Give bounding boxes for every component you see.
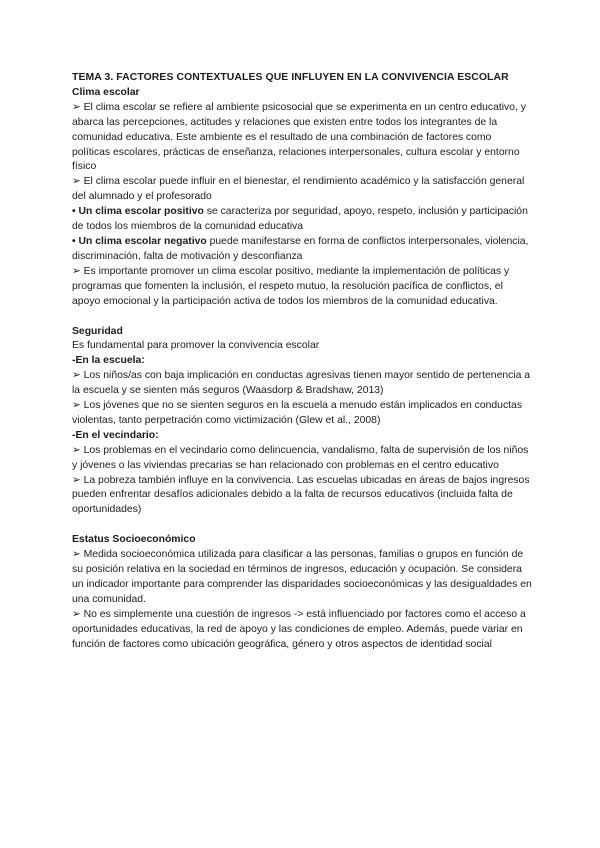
section-heading-estatus: Estatus Socioeconómico — [72, 534, 196, 546]
clima-paragraph-1: ➢ El clima escolar se refiere al ambiente psicosocial que se experimenta en un centro educativo, y abarca las percepciones, actitudes y relaciones que existen entre todos los integrantes de la comunidad educativa. Este ambiente es el resultado de una combinación de factores como políticas escolares, prácticas de enseñanza, relaciones interpersonales, cultura escolar y entorno físico — [72, 101, 527, 173]
clima-bullet-negativo — [72, 235, 532, 265]
seguridad-subheading-vecindario: -En el vecindario: — [72, 429, 159, 441]
clima-bullet-negativo-label: • Un clima escolar negativo — [72, 235, 207, 247]
spacer — [72, 518, 532, 533]
clima-bullet-positivo — [72, 205, 532, 235]
seguridad-paragraph-1: ➢ Los niños/as con baja implicación en conductas agresivas tienen mayor sentido de pertenencia a la escuela y se sienten más seguros (Waasdorp & Bradshaw, 2013) — [72, 370, 531, 397]
clima-paragraph-2: ➢ El clima escolar puede influir en el bienestar, el rendimiento académico y la satisfacción general del alumnado y el profesorado — [72, 176, 525, 203]
clima-bullet-negativo-text: puede manifestarse en forma de conflictos interpersonales, violencia, discriminación, falta de motivación y desconfianza — [72, 235, 529, 262]
seguridad-paragraph-3: ➢ Los problemas en el vecindario como delincuencia, vandalismo, falta de supervisión de los niños y jóvenes o las viviendas precarias se han relacionado con problemas en el centro educativo — [72, 444, 529, 471]
seguridad-paragraph-2: ➢ Los jóvenes que no se sienten seguros en la escuela a menudo están implicados en conductas violentas, tanto perpetración como victimización (Glew et al., 2008) — [72, 400, 523, 426]
seguridad-paragraph-4: ➢ La pobreza también influye en la convivencia. Las escuelas ubicadas en áreas de bajos ingresos pueden enfrentar desafíos adicionales debido a la falta de recursos educativos (incluida falta de oportunidades) — [72, 474, 530, 516]
seguridad-intro: Es fundamental para promover la convivencia escolar — [72, 340, 320, 352]
estatus-paragraph-1: ➢ Medida socioeconómica utilizada para clasificar a las personas, familias o grupos en función de su posición relativa en la sociedad en términos de ingresos, educación y ocupación. Se considera un indicador importante para comprender las disparidades socioeconómicas y las desigualdades en una comunidad. — [72, 549, 532, 605]
clima-bullet-positivo-label: • Un clima escolar positivo — [72, 206, 204, 218]
seguridad-subheading-escuela: -En la escuela: — [72, 355, 145, 367]
clima-bullet-positivo-text: se caracteriza por seguridad, apoyo, respeto, inclusión y participación de todos los miembros de la comunidad educativa — [72, 206, 528, 233]
document-title: TEMA 3. FACTORES CONTEXTUALES QUE INFLUYEN EN LA CONVIVENCIA ESCOLAR — [72, 72, 509, 83]
document-page — [72, 71, 532, 653]
section-heading-seguridad: Seguridad — [72, 325, 123, 337]
estatus-paragraph-2: ➢ No es simplemente una cuestión de ingresos -> está influenciado por factores como el acceso a oportunidades educativas, la red de apoyo y las condiciones de empleo. Además, puede variar en función de factores como ubicación geográfica, género y otros aspectos de identidad social — [72, 608, 526, 650]
spacer — [72, 310, 532, 325]
clima-paragraph-3: ➢ Es importante promover un clima escolar positivo, mediante la implementación de políticas y programas que fomenten la inclusión, el respeto mutuo, la resolución pacífica de conflictos, el apoyo emocional y la participación activa de todos los miembros de la comunidad educativa. — [72, 265, 510, 307]
section-heading-clima: Clima escolar — [72, 86, 140, 98]
